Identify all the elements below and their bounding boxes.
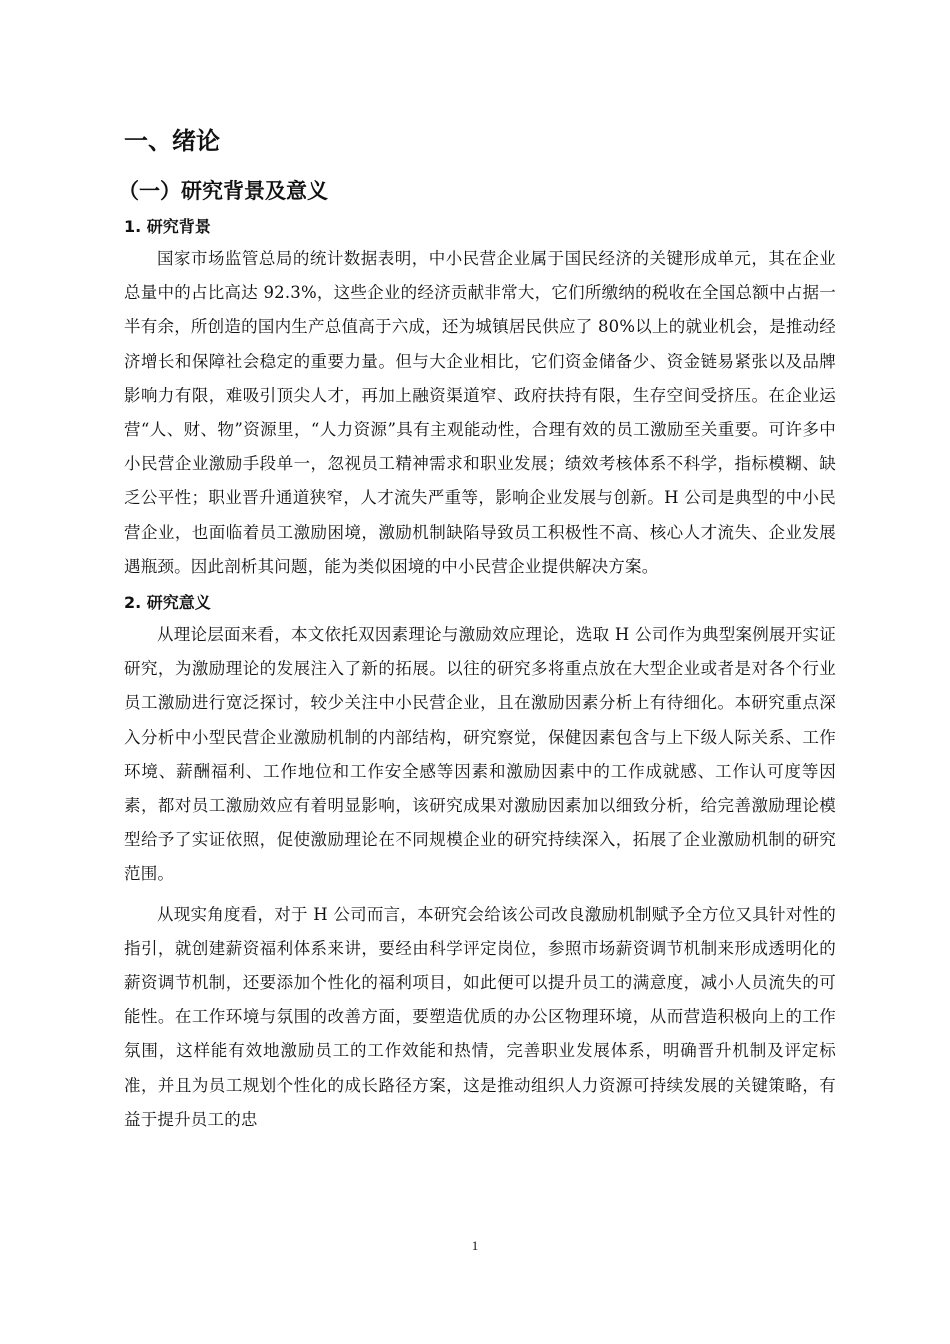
chapter-title: 一、绪论 [124, 127, 220, 155]
subsection-heading: 1. 研究背景 [124, 217, 211, 236]
section-title: （一）研究背景及意义 [118, 179, 328, 203]
subsection-research-significance [124, 588, 836, 1137]
page-number: 1 [471, 1238, 479, 1253]
paragraph: 国家市场监管总局的统计数据表明，中小民营企业属于国民经济的关键形成单元，其在企业总量中的占比高达 92.3%，这些企业的经济贡献非常大，它们所缴纳的税收在全国总额中占据一半有余，所创造的国内生产总值高于六成，还为城镇居民供应了 80%以上的就业机会，是推动经济增长和保障社会稳定的重要力量。但与大企业相比，它们资金储备少、资金链易紧张以及品牌影响力有限，难吸引顶尖人才，再加上融资渠道窄、政府扶持有限，生存空间受挤压。在企业运营“人、财、物”资源里，“人力资源”具有主观能动性，合理有效的员工激励至关重要。可许多中小民营企业激励手段单一，忽视员工精神需求和职业发展；绩效考核体系不科学，指标模糊、缺乏公平性；职业晋升通道狭窄，人才流失严重等，影响企业发展与创新。H 公司是典型的中小民营企业，也面临着员工激励困境，激励机制缺陷导致员工积极性不高、核心人才流失、企业发展遇瓶颈。因此剖析其问题，能为类似困境的中小民营企业提供解决方案。 [124, 249, 836, 576]
subsection-heading: 2. 研究意义 [124, 593, 211, 613]
subsection-research-background [124, 212, 836, 584]
paragraph: 从理论层面来看，本文依托双因素理论与激励效应理论，选取 H 公司作为典型案例展开实证研究，为激励理论的发展注入了新的拓展。以往的研究多将重点放在大型企业或者是对各个行业员工激励进行宽泛探讨，较少关注中小民营企业，且在激励因素分析上有待细化。本研究重点深入分析中小型民营企业激励机制的内部结构，研究察觉，保健因素包含与上下级人际关系、工作环境、薪酬福利、工作地位和工作安全感等因素和激励因素中的工作成就感、工作认可度等因素，都对员工激励效应有着明显影响，该研究成果对激励因素加以细致分析，给完善激励理论模型给予了实证依照，促使激励理论在不同规模企业的研究持续深入，拓展了企业激励机制的研究范围。 [124, 625, 836, 884]
page-content [118, 118, 836, 1137]
paragraph: 从现实角度看，对于 H 公司而言，本研究会给该公司改良激励机制赋予全方位又具针对性的指引，就创建薪资福利体系来讲，要经由科学评定岗位，参照市场薪资调节机制来形成透明化的薪资调节机制，还要添加个性化的福利项目，如此便可以提升员工的满意度，减小人员流失的可能性。在工作环境与氛围的改善方面，要塑造优质的办公区物理环境，从而营造积极向上的工作氛围，这样能有效地激励员工的工作效能和热情，完善职业发展体系，明确晋升机制及评定标准，并且为员工规划个性化的成长路径方案，这是推动组织人力资源可持续发展的关键策略，有益于提升员工的忠 [124, 904, 836, 1129]
